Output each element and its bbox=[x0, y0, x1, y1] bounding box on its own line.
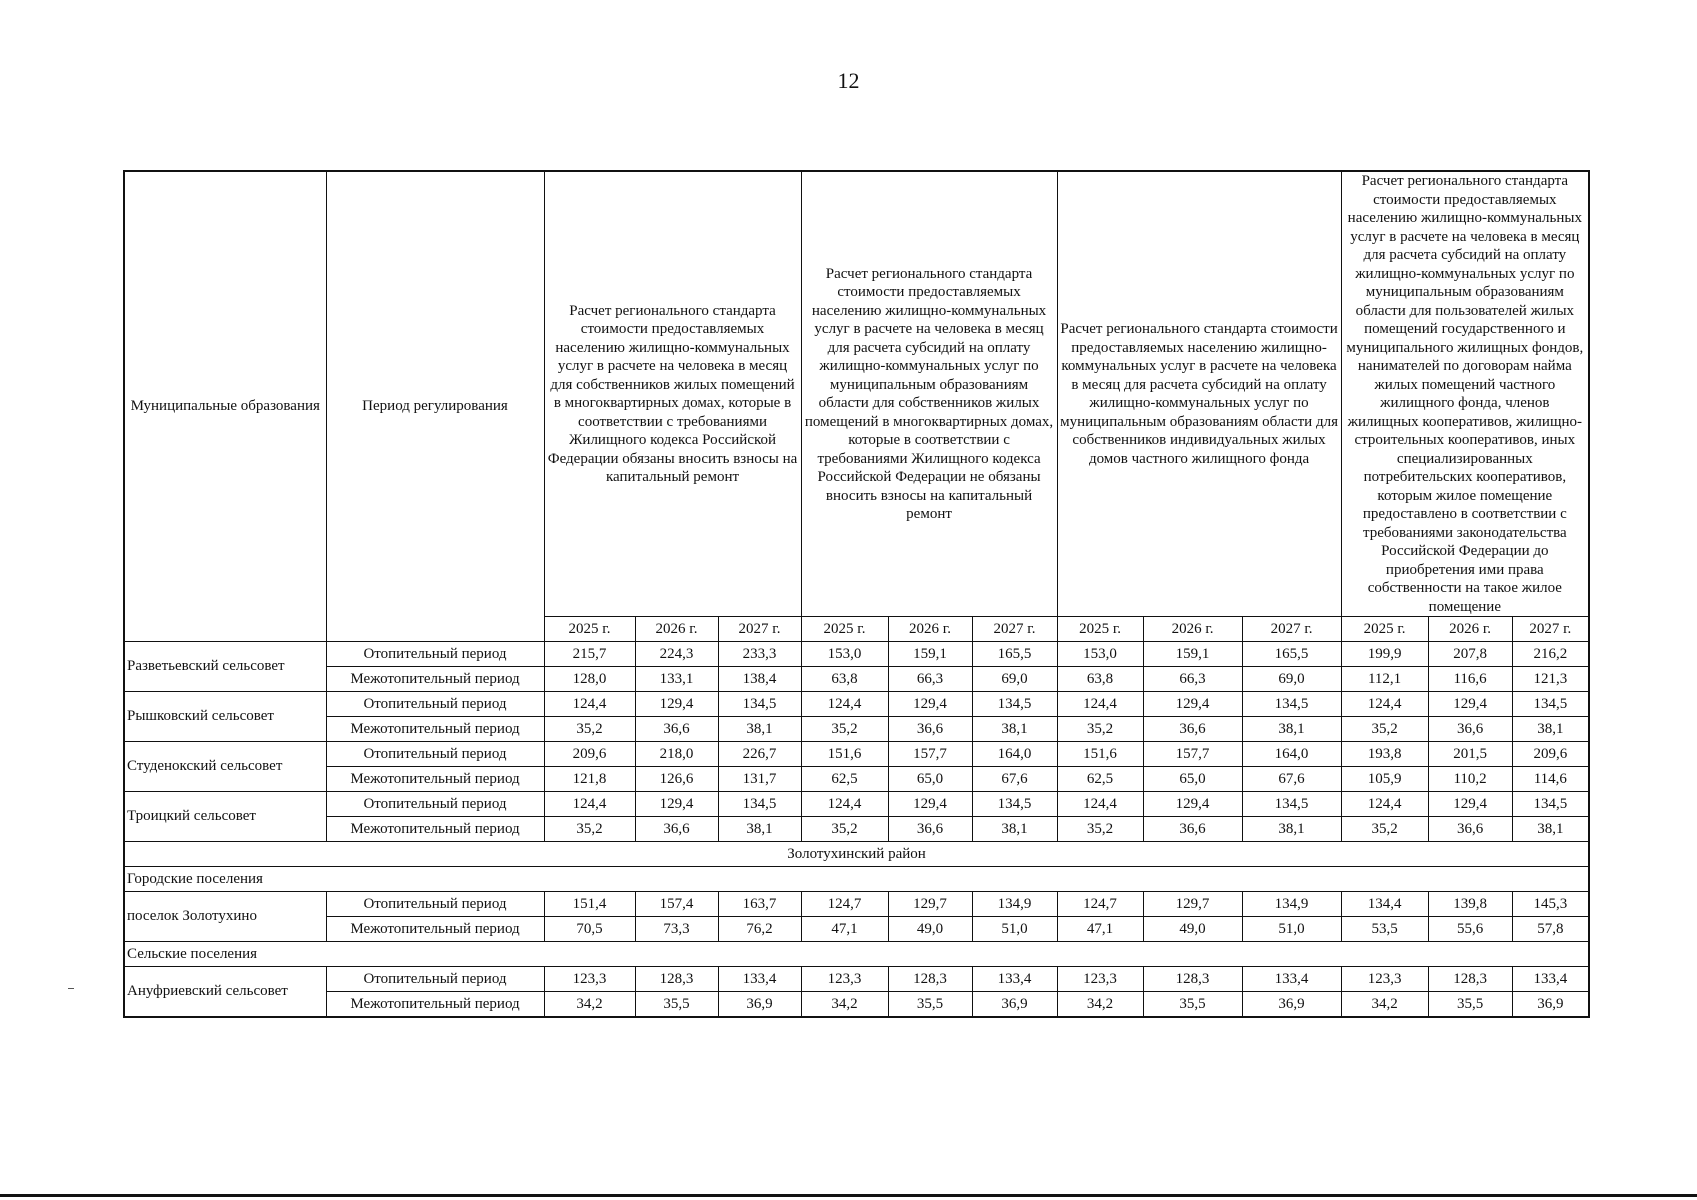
district-heading: Золотухинский район bbox=[124, 842, 1589, 867]
value-cell: 129,4 bbox=[1143, 792, 1242, 817]
value-cell: 51,0 bbox=[972, 917, 1057, 942]
value-cell: 129,4 bbox=[635, 692, 718, 717]
value-cell: 128,0 bbox=[544, 667, 635, 692]
value-cell: 151,6 bbox=[801, 742, 888, 767]
value-cell: 36,6 bbox=[635, 817, 718, 842]
header-group-1: Расчет регионального стандарта стоимости предоставляемых населению жилищно-коммунальных услуг в расчете на человека в месяц для собственников жилых помещений в многоквартирных домах, которые в соответствии с требованиями Жилищного кодекса Российской Федерации обязаны вносить взносы на капитальный ремонт bbox=[544, 171, 801, 617]
year-header: 2025 г. bbox=[801, 617, 888, 642]
value-cell: 124,4 bbox=[801, 792, 888, 817]
value-cell: 34,2 bbox=[544, 992, 635, 1018]
value-cell: 164,0 bbox=[972, 742, 1057, 767]
value-cell: 139,8 bbox=[1428, 892, 1512, 917]
value-cell: 165,5 bbox=[1242, 642, 1341, 667]
value-cell: 76,2 bbox=[718, 917, 801, 942]
value-cell: 62,5 bbox=[1057, 767, 1143, 792]
header-period: Период регулирования bbox=[326, 171, 544, 642]
value-cell: 36,9 bbox=[972, 992, 1057, 1018]
municipality-name: Студенокский сельсовет bbox=[124, 742, 326, 792]
value-cell: 35,2 bbox=[544, 817, 635, 842]
value-cell: 67,6 bbox=[972, 767, 1057, 792]
value-cell: 134,5 bbox=[1242, 792, 1341, 817]
period-label: Отопительный период bbox=[326, 692, 544, 717]
value-cell: 38,1 bbox=[1512, 717, 1589, 742]
value-cell: 36,6 bbox=[888, 817, 972, 842]
value-cell: 35,2 bbox=[801, 817, 888, 842]
value-cell: 134,5 bbox=[1242, 692, 1341, 717]
value-cell: 133,4 bbox=[718, 967, 801, 992]
value-cell: 131,7 bbox=[718, 767, 801, 792]
value-cell: 124,4 bbox=[1057, 692, 1143, 717]
value-cell: 153,0 bbox=[801, 642, 888, 667]
value-cell: 124,4 bbox=[1341, 792, 1428, 817]
value-cell: 129,7 bbox=[888, 892, 972, 917]
value-cell: 55,6 bbox=[1428, 917, 1512, 942]
year-header: 2027 г. bbox=[718, 617, 801, 642]
value-cell: 38,1 bbox=[972, 817, 1057, 842]
value-cell: 129,4 bbox=[635, 792, 718, 817]
table-row bbox=[124, 992, 1589, 1018]
value-cell: 124,4 bbox=[801, 692, 888, 717]
value-cell: 110,2 bbox=[1428, 767, 1512, 792]
value-cell: 157,4 bbox=[635, 892, 718, 917]
value-cell: 38,1 bbox=[1512, 817, 1589, 842]
value-cell: 134,5 bbox=[1512, 792, 1589, 817]
value-cell: 35,5 bbox=[1428, 992, 1512, 1018]
value-cell: 153,0 bbox=[1057, 642, 1143, 667]
value-cell: 134,5 bbox=[718, 692, 801, 717]
value-cell: 201,5 bbox=[1428, 742, 1512, 767]
value-cell: 57,8 bbox=[1512, 917, 1589, 942]
value-cell: 36,6 bbox=[888, 717, 972, 742]
value-cell: 67,6 bbox=[1242, 767, 1341, 792]
period-label: Отопительный период bbox=[326, 642, 544, 667]
year-header: 2027 г. bbox=[1242, 617, 1341, 642]
value-cell: 35,2 bbox=[801, 717, 888, 742]
value-cell: 38,1 bbox=[1242, 817, 1341, 842]
value-cell: 34,2 bbox=[801, 992, 888, 1018]
value-cell: 49,0 bbox=[888, 917, 972, 942]
value-cell: 224,3 bbox=[635, 642, 718, 667]
table-row bbox=[124, 817, 1589, 842]
value-cell: 128,3 bbox=[1428, 967, 1512, 992]
value-cell: 114,6 bbox=[1512, 767, 1589, 792]
value-cell: 36,9 bbox=[1242, 992, 1341, 1018]
value-cell: 69,0 bbox=[972, 667, 1057, 692]
municipality-name: поселок Золотухино bbox=[124, 892, 326, 942]
value-cell: 124,4 bbox=[1057, 792, 1143, 817]
value-cell: 121,8 bbox=[544, 767, 635, 792]
section-heading-urban: Городские поселения bbox=[124, 867, 1589, 892]
year-header: 2026 г. bbox=[635, 617, 718, 642]
value-cell: 65,0 bbox=[1143, 767, 1242, 792]
municipality-name: Троицкий сельсовет bbox=[124, 792, 326, 842]
table-row bbox=[124, 767, 1589, 792]
period-label: Межотопительный период bbox=[326, 767, 544, 792]
period-label: Межотопительный период bbox=[326, 992, 544, 1018]
value-cell: 123,3 bbox=[1341, 967, 1428, 992]
value-cell: 73,3 bbox=[635, 917, 718, 942]
value-cell: 36,6 bbox=[1428, 817, 1512, 842]
value-cell: 35,2 bbox=[544, 717, 635, 742]
value-cell: 215,7 bbox=[544, 642, 635, 667]
table-row bbox=[124, 917, 1589, 942]
table-row bbox=[124, 842, 1589, 867]
value-cell: 163,7 bbox=[718, 892, 801, 917]
year-header: 2027 г. bbox=[1512, 617, 1589, 642]
value-cell: 35,2 bbox=[1057, 817, 1143, 842]
period-label: Отопительный период bbox=[326, 892, 544, 917]
value-cell: 66,3 bbox=[888, 667, 972, 692]
value-cell: 121,3 bbox=[1512, 667, 1589, 692]
page-number: 12 bbox=[837, 68, 860, 93]
value-cell: 134,5 bbox=[972, 692, 1057, 717]
value-cell: 70,5 bbox=[544, 917, 635, 942]
value-cell: 134,9 bbox=[1242, 892, 1341, 917]
value-cell: 128,3 bbox=[1143, 967, 1242, 992]
value-cell: 126,6 bbox=[635, 767, 718, 792]
value-cell: 47,1 bbox=[1057, 917, 1143, 942]
table-row bbox=[124, 667, 1589, 692]
year-header: 2025 г. bbox=[1057, 617, 1143, 642]
value-cell: 133,1 bbox=[635, 667, 718, 692]
value-cell: 133,4 bbox=[1242, 967, 1341, 992]
value-cell: 63,8 bbox=[801, 667, 888, 692]
header-group-2: Расчет регионального стандарта стоимости предоставляемых населению жилищно-коммунальных услуг в расчете на человека в месяц для расчета субсидий на оплату жилищно-коммунальных услуг по муниципальным образованиям области для собственников жилых помещений в многоквартирных домах, которые в соответствии с требованиями Жилищного кодекса Российской Федерации не обязаны вносить взносы на капитальный ремонт bbox=[801, 171, 1057, 617]
period-label: Отопительный период bbox=[326, 792, 544, 817]
table-row bbox=[124, 792, 1589, 817]
value-cell: 35,2 bbox=[1341, 817, 1428, 842]
value-cell: 47,1 bbox=[801, 917, 888, 942]
value-cell: 129,4 bbox=[888, 792, 972, 817]
table-row bbox=[124, 942, 1589, 967]
value-cell: 53,5 bbox=[1341, 917, 1428, 942]
value-cell: 209,6 bbox=[544, 742, 635, 767]
value-cell: 151,4 bbox=[544, 892, 635, 917]
value-cell: 134,5 bbox=[972, 792, 1057, 817]
value-cell: 129,4 bbox=[1143, 692, 1242, 717]
municipality-name: Разветьевский сельсовет bbox=[124, 642, 326, 692]
margin-mark bbox=[68, 988, 74, 989]
value-cell: 66,3 bbox=[1143, 667, 1242, 692]
value-cell: 124,7 bbox=[801, 892, 888, 917]
value-cell: 62,5 bbox=[801, 767, 888, 792]
value-cell: 193,8 bbox=[1341, 742, 1428, 767]
year-header: 2025 г. bbox=[544, 617, 635, 642]
value-cell: 124,4 bbox=[544, 692, 635, 717]
value-cell: 49,0 bbox=[1143, 917, 1242, 942]
value-cell: 34,2 bbox=[1341, 992, 1428, 1018]
value-cell: 133,4 bbox=[1512, 967, 1589, 992]
year-header: 2027 г. bbox=[972, 617, 1057, 642]
value-cell: 38,1 bbox=[718, 817, 801, 842]
value-cell: 233,3 bbox=[718, 642, 801, 667]
year-header: 2026 г. bbox=[1143, 617, 1242, 642]
value-cell: 38,1 bbox=[1242, 717, 1341, 742]
value-cell: 207,8 bbox=[1428, 642, 1512, 667]
value-cell: 128,3 bbox=[888, 967, 972, 992]
value-cell: 36,6 bbox=[1143, 717, 1242, 742]
value-cell: 116,6 bbox=[1428, 667, 1512, 692]
value-cell: 226,7 bbox=[718, 742, 801, 767]
value-cell: 38,1 bbox=[972, 717, 1057, 742]
value-cell: 123,3 bbox=[801, 967, 888, 992]
value-cell: 134,5 bbox=[1512, 692, 1589, 717]
year-header: 2026 г. bbox=[1428, 617, 1512, 642]
value-cell: 69,0 bbox=[1242, 667, 1341, 692]
tariff-table bbox=[123, 170, 1590, 1018]
value-cell: 134,5 bbox=[718, 792, 801, 817]
value-cell: 36,6 bbox=[1428, 717, 1512, 742]
value-cell: 34,2 bbox=[1057, 992, 1143, 1018]
value-cell: 164,0 bbox=[1242, 742, 1341, 767]
value-cell: 124,4 bbox=[544, 792, 635, 817]
value-cell: 218,0 bbox=[635, 742, 718, 767]
value-cell: 134,9 bbox=[972, 892, 1057, 917]
table-row bbox=[124, 742, 1589, 767]
table-row bbox=[124, 892, 1589, 917]
value-cell: 138,4 bbox=[718, 667, 801, 692]
value-cell: 129,4 bbox=[888, 692, 972, 717]
table-row bbox=[124, 692, 1589, 717]
value-cell: 123,3 bbox=[544, 967, 635, 992]
value-cell: 134,4 bbox=[1341, 892, 1428, 917]
value-cell: 159,1 bbox=[1143, 642, 1242, 667]
period-label: Межотопительный период bbox=[326, 717, 544, 742]
value-cell: 199,9 bbox=[1341, 642, 1428, 667]
header-municipality: Муниципальные образования bbox=[124, 171, 326, 642]
value-cell: 112,1 bbox=[1341, 667, 1428, 692]
table-row bbox=[124, 642, 1589, 667]
value-cell: 151,6 bbox=[1057, 742, 1143, 767]
period-label: Межотопительный период bbox=[326, 917, 544, 942]
value-cell: 209,6 bbox=[1512, 742, 1589, 767]
value-cell: 133,4 bbox=[972, 967, 1057, 992]
value-cell: 216,2 bbox=[1512, 642, 1589, 667]
value-cell: 129,4 bbox=[1428, 692, 1512, 717]
value-cell: 36,9 bbox=[1512, 992, 1589, 1018]
year-header: 2026 г. bbox=[888, 617, 972, 642]
value-cell: 165,5 bbox=[972, 642, 1057, 667]
value-cell: 36,6 bbox=[1143, 817, 1242, 842]
value-cell: 129,7 bbox=[1143, 892, 1242, 917]
value-cell: 123,3 bbox=[1057, 967, 1143, 992]
value-cell: 51,0 bbox=[1242, 917, 1341, 942]
value-cell: 128,3 bbox=[635, 967, 718, 992]
value-cell: 65,0 bbox=[888, 767, 972, 792]
value-cell: 124,7 bbox=[1057, 892, 1143, 917]
municipality-name: Ануфриевский сельсовет bbox=[124, 967, 326, 1018]
period-label: Межотопительный период bbox=[326, 817, 544, 842]
value-cell: 38,1 bbox=[718, 717, 801, 742]
table-row bbox=[124, 867, 1589, 892]
value-cell: 157,7 bbox=[888, 742, 972, 767]
value-cell: 35,5 bbox=[1143, 992, 1242, 1018]
bottom-rule bbox=[0, 1194, 1697, 1197]
table-row bbox=[124, 717, 1589, 742]
period-label: Отопительный период bbox=[326, 742, 544, 767]
header-group-4: Расчет регионального стандарта стоимости предоставляемых населению жилищно-коммунальных услуг в расчете на человека в месяц для расчета субсидий на оплату жилищно-коммунальных услуг по муниципальным образованиям области для пользователей жилых помещений государственного и муниципального жилищных фондов, нанимателей по договорам найма жилых помещений частного жилищного фонда, членов жилищных кооперативов, жилищно-строительных кооперативов, иных специализированных потребительских кооперативов, которым жилое помещение предоставлено в соответствии с требованиями законодательства Российской Федерации до приобретения ими права собственности на такое жилое помещение bbox=[1341, 171, 1589, 617]
year-header: 2025 г. bbox=[1341, 617, 1428, 642]
value-cell: 129,4 bbox=[1428, 792, 1512, 817]
value-cell: 35,2 bbox=[1057, 717, 1143, 742]
value-cell: 145,3 bbox=[1512, 892, 1589, 917]
value-cell: 159,1 bbox=[888, 642, 972, 667]
value-cell: 124,4 bbox=[1341, 692, 1428, 717]
value-cell: 63,8 bbox=[1057, 667, 1143, 692]
value-cell: 105,9 bbox=[1341, 767, 1428, 792]
value-cell: 36,9 bbox=[718, 992, 801, 1018]
section-heading-rural: Сельские поселения bbox=[124, 942, 1589, 967]
header-group-3: Расчет регионального стандарта стоимости предоставляемых населению жилищно-коммунальных услуг в расчете на человека в месяц для расчета субсидий на оплату жилищно-коммунальных услуг по муниципальным образованиям области для собственников индивидуальных жилых домов частного жилищного фонда bbox=[1057, 171, 1341, 617]
period-label: Отопительный период bbox=[326, 967, 544, 992]
municipality-name: Рышковский сельсовет bbox=[124, 692, 326, 742]
table-row bbox=[124, 967, 1589, 992]
period-label: Межотопительный период bbox=[326, 667, 544, 692]
value-cell: 36,6 bbox=[635, 717, 718, 742]
value-cell: 35,5 bbox=[888, 992, 972, 1018]
value-cell: 35,5 bbox=[635, 992, 718, 1018]
value-cell: 35,2 bbox=[1341, 717, 1428, 742]
value-cell: 157,7 bbox=[1143, 742, 1242, 767]
